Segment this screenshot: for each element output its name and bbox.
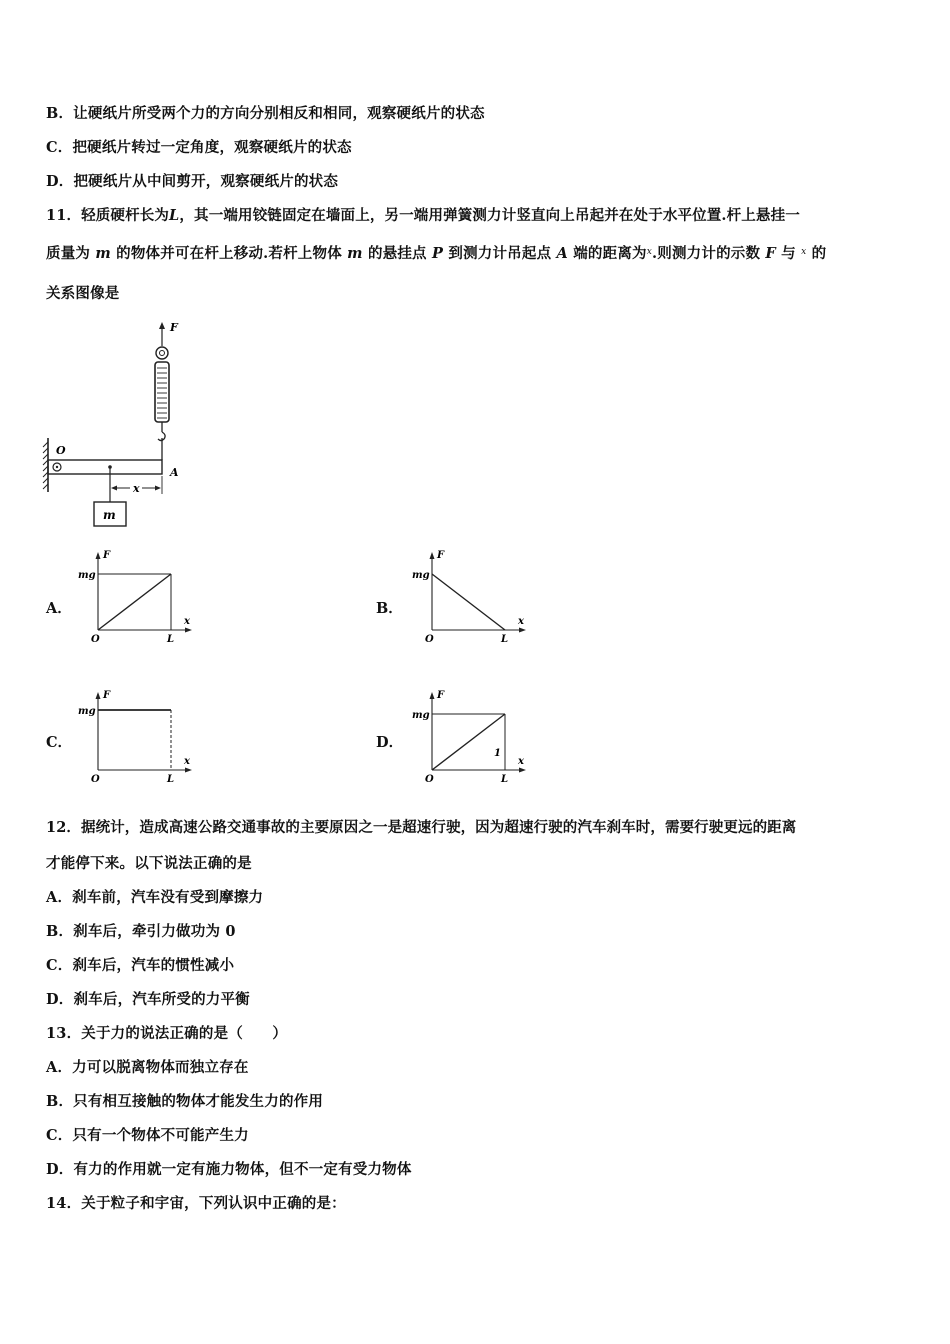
option-b-label[interactable]: B． — [376, 600, 403, 617]
diagram-label-m: m — [103, 508, 116, 522]
graph-d-F: F — [437, 690, 445, 701]
diagram-label-x: x — [133, 482, 140, 495]
q13-option-a[interactable]: A．力可以脱离物体而独立存在 — [46, 1059, 249, 1076]
graph-a-mg: mg — [78, 570, 96, 581]
graph-b-F: F — [437, 550, 445, 561]
q13-option-d[interactable]: D．有力的作用就一定有施力物体，但不一定有受力物体 — [46, 1161, 412, 1178]
q10-option-d: D．把硬纸片从中间剪开，观察硬纸片的状态 — [46, 173, 339, 190]
option-a-graph[interactable] — [76, 548, 196, 648]
q12-stem-line1: 12．据统计，造成高速公路交通事故的主要原因之一是超速行驶，因为超速行驶的汽车刹车时，需要行驶更远的距离 — [46, 819, 797, 836]
option-d-label[interactable]: D． — [376, 734, 404, 751]
q12-option-d[interactable]: D．刹车后，汽车所受的力平衡 — [46, 991, 250, 1008]
graph-a-L: L — [167, 634, 175, 645]
graph-b-mg: mg — [412, 570, 430, 581]
q11-stem-line1: 11．轻质硬杆长为L，其一端用铰链固定在墙面上，另一端用弹簧测力计竖直向上吊起并在处于水平位置.杆上悬挂一 — [46, 207, 800, 224]
q12-option-c[interactable]: C．刹车后，汽车的惯性减小 — [46, 957, 235, 974]
lever-spring-diagram — [40, 320, 220, 530]
q11-stem-line3: 关系图像是 — [46, 285, 120, 302]
graph-a-F: F — [103, 550, 111, 561]
graph-c-F: F — [103, 690, 111, 701]
option-b-graph[interactable] — [410, 548, 530, 648]
graph-c-x: x — [184, 756, 190, 767]
q11-stem-line2: 质量为 m 的物体并可在杆上移动.若杆上物体 m 的悬挂点 P 到测力计吊起点 A 端的距离为$^x$.则测力计的示数 F 与 $^x$ 的 — [46, 245, 827, 262]
option-c-label[interactable]: C． — [46, 734, 73, 751]
q10-option-c: C．把硬纸片转过一定角度，观察硬纸片的状态 — [46, 139, 352, 156]
graph-c-mg: mg — [78, 706, 96, 717]
graph-d-one: 1 — [494, 748, 501, 759]
diagram-label-F: F — [170, 321, 178, 334]
option-d-graph[interactable] — [410, 688, 530, 788]
diagram-label-O: O — [56, 444, 66, 457]
graph-c-L: L — [167, 774, 175, 785]
q13-option-b[interactable]: B．只有相互接触的物体才能发生力的作用 — [46, 1093, 324, 1110]
option-c-graph[interactable] — [76, 688, 196, 788]
q13-stem: 13．关于力的说法正确的是（ ） — [46, 1025, 288, 1042]
q12-stem-line2: 才能停下来。以下说法正确的是 — [46, 855, 252, 872]
graph-b-x: x — [518, 616, 524, 627]
q10-option-b: B．让硬纸片所受两个力的方向分别相反和相同，观察硬纸片的状态 — [46, 105, 485, 122]
q12-option-b[interactable]: B．刹车后，牵引力做功为 0 — [46, 923, 236, 940]
diagram-label-A: A — [170, 466, 179, 479]
option-a-label[interactable]: A． — [46, 600, 72, 617]
graph-b-L: L — [501, 634, 509, 645]
graph-d-O: O — [425, 774, 434, 785]
q13-option-c[interactable]: C．只有一个物体不可能产生力 — [46, 1127, 249, 1144]
graph-d-x: x — [518, 756, 524, 767]
graph-d-mg: mg — [412, 710, 430, 721]
q14-stem: 14．关于粒子和宇宙，下列认识中正确的是： — [46, 1195, 346, 1212]
graph-a-x: x — [184, 616, 190, 627]
graph-d-L: L — [501, 774, 509, 785]
q12-option-a[interactable]: A．刹车前，汽车没有受到摩擦力 — [46, 889, 264, 906]
graph-c-O: O — [91, 774, 100, 785]
graph-b-O: O — [425, 634, 434, 645]
graph-a-O: O — [91, 634, 100, 645]
